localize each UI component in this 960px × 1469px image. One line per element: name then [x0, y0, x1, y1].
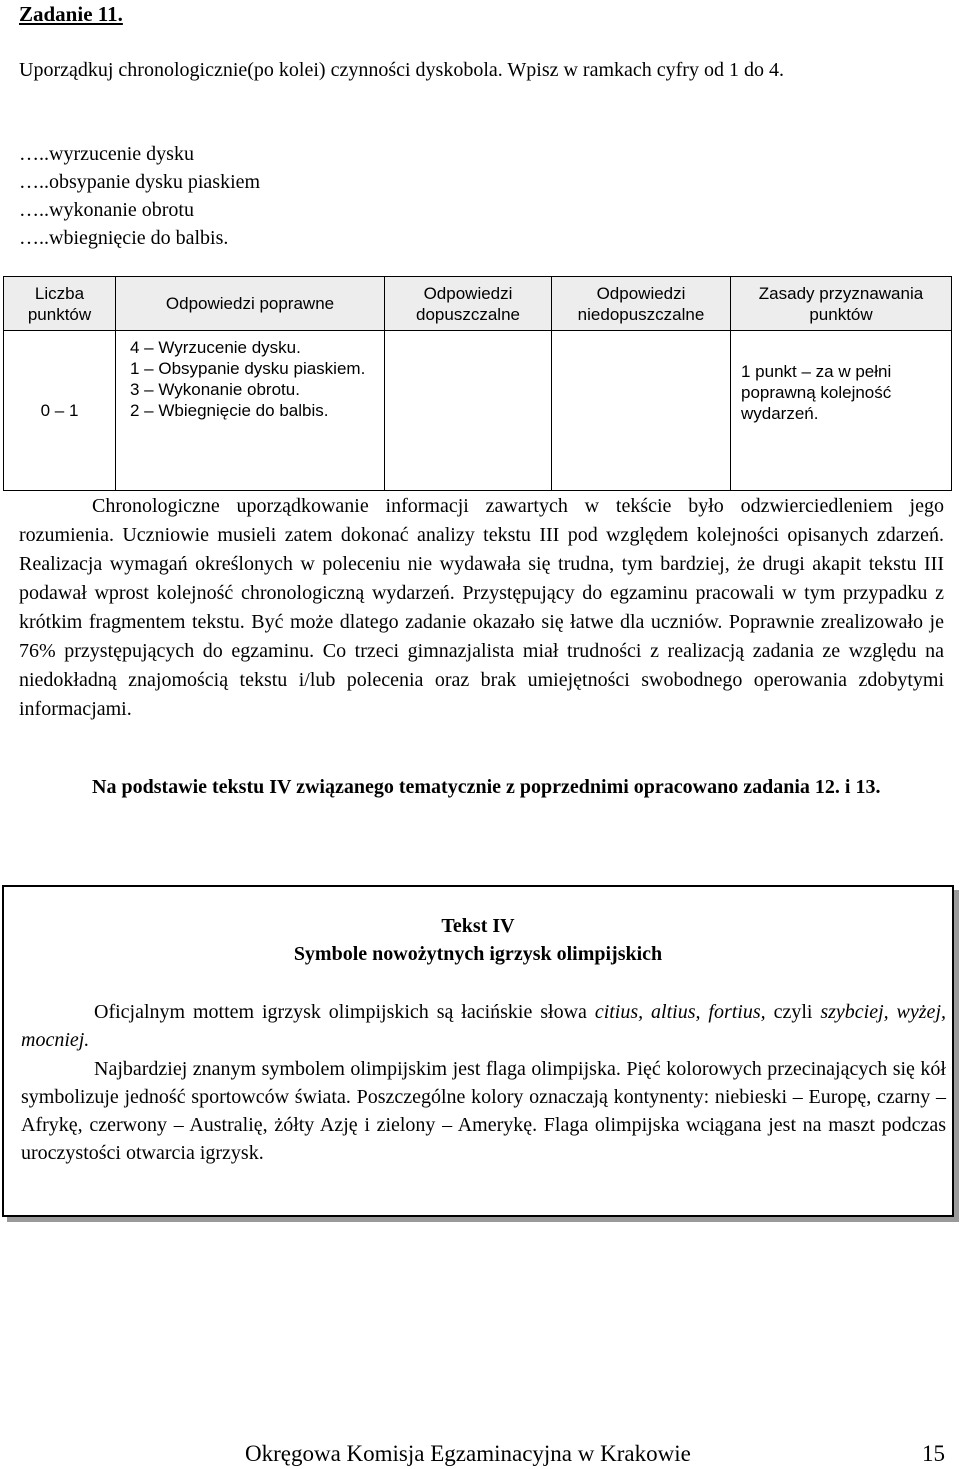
basis-note: Na podstawie tekstu IV związanego tematycznie z poprzednimi opracowano zadania 12. i 13. [92, 776, 881, 798]
header-rules: Zasady przyznawania punktów [731, 277, 952, 331]
text-subtitle: Symbole nowożytnych igrzysk olimpijskich [293, 943, 663, 965]
correct-answer-item: 3 – Wykonanie obrotu. [130, 380, 300, 399]
commentary-text: Chronologiczne uporządkowanie informacji zawartych w tekście było odzwierciedleniem jego rozumienia. Uczniowie musieli zatem dokonać analizy tekstu III pod względem kolejności opisanych zdarzeń. Realizacja wymagań określonych w poleceniu nie wydawała się trudna, tym bardziej, że drugi akapit tekstu III podawał wprost kolejność chronologiczną wydarzeń. Przystępujący do egzaminu pracowali w tym przypadku z krótkim fragmentem tekstu. Być może dlatego zadanie okazało się łatwe dla uczniów. Poprawnie zrealizowało je 76% przystępujących do egzaminu. Co trzeci gimnazjalista miał trudności z realizacją zadania ze względu na niedokładną znajomością tekstu i/lub polecenia oraz brak umiejętności swobodnego operowania zdobytymi informacjami. [19, 495, 944, 720]
p1-mid: czyli [765, 1001, 821, 1023]
p1-latin: citius, altius, fortius, [594, 1001, 766, 1023]
header-correct: Odpowiedzi poprawne [116, 277, 385, 331]
p1-before: Oficjalnym mottem igrzysk olimpijskich są łacińskie słowa [94, 1001, 595, 1023]
footer-organization: Okręgowa Komisja Egzaminacyjna w Krakowie [245, 1441, 691, 1466]
task-option: …..wbiegnięcie do balbis. [19, 227, 229, 249]
rules-cell: 1 punkt – za w pełni poprawną kolejność wydarzeń. [731, 331, 952, 491]
header-points: Liczba punktów [4, 277, 116, 331]
unacceptable-answers-cell [552, 331, 731, 491]
task-option: …..obsypanie dysku piaskiem [19, 171, 261, 193]
commentary-paragraph [19, 492, 944, 724]
correct-answers-cell [116, 331, 385, 491]
task-option: …..wykonanie obrotu [19, 199, 194, 221]
text-paragraph-2 [21, 1055, 946, 1167]
text-paragraph-1 [21, 998, 946, 1054]
correct-answer-item: 1 – Obsypanie dysku piaskiem. [130, 359, 366, 378]
scoring-table [3, 276, 952, 491]
header-acceptable: Odpowiedzi dopuszczalne [385, 277, 552, 331]
correct-answer-item: 4 – Wyrzucenie dysku. [130, 338, 301, 357]
p2-text: Najbardziej znanym symbolem olimpijskim jest flaga olimpijska. Pięć kolorowych przecinających się kół symbolizuje jedność sportowców świata. Poszczególne kolory oznaczają kontynenty: niebieski – Europę, czarny – Afrykę, czerwony – Australię, żółty Azję i zielony – Amerykę. Flaga olimpijska wciągana jest na maszt podczas uroczystości otwarcia igrzysk. [21, 1058, 946, 1164]
task-instruction: Uporządkuj chronologicznie(po kolei) czynności dyskobola. Wpisz w ramkach cyfry od 1 do 4. [19, 59, 784, 81]
p1-translation: szybciej, wyżej, mocniej. [21, 1001, 946, 1051]
points-value: 0 – 1 [4, 331, 116, 491]
text-iv-box [2, 885, 954, 1217]
scoring-table-row [4, 331, 952, 491]
header-unacceptable: Odpowiedzi niedopuszczalne [552, 277, 731, 331]
acceptable-answers-cell [385, 331, 552, 491]
task-option: …..wyrzucenie dysku [19, 143, 194, 165]
correct-answer-item: 2 – Wbiegnięcie do balbis. [130, 401, 329, 420]
task-title: Zadanie 11. [19, 2, 123, 26]
text-heading: Tekst IV [441, 915, 515, 937]
page-number: 15 [922, 1441, 945, 1466]
scoring-table-header-row [4, 277, 952, 331]
